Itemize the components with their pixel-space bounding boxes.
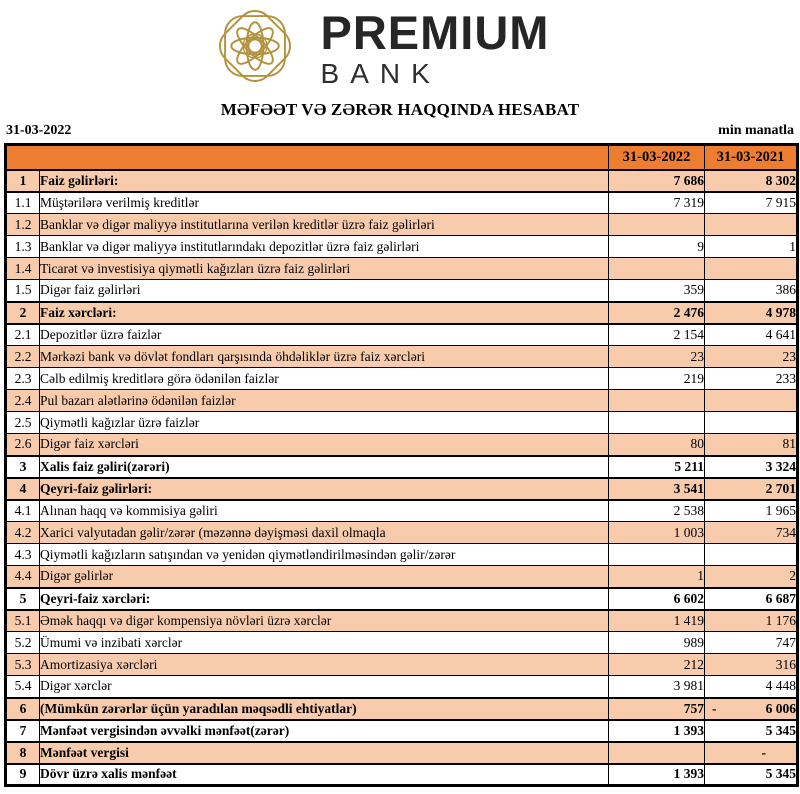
table-row bbox=[6, 698, 798, 720]
report-date: 31-03-2022 bbox=[6, 123, 72, 138]
row-number: 2.2 bbox=[6, 346, 40, 368]
row-label: Amortizasiya xərcləri bbox=[40, 654, 609, 676]
row-number: 6 bbox=[6, 698, 40, 720]
value-2021: 386 bbox=[705, 280, 798, 302]
value-2022: 23 bbox=[609, 346, 705, 368]
value-2022: 1 419 bbox=[609, 610, 705, 632]
value-2021: 2 701 bbox=[705, 478, 798, 500]
value-2021 bbox=[705, 390, 798, 412]
value-2022: 3 981 bbox=[609, 676, 705, 698]
value-2022: 1 bbox=[609, 566, 705, 588]
value-2021 bbox=[705, 544, 798, 566]
value-2022: 7 686 bbox=[609, 170, 705, 192]
table-body bbox=[6, 170, 798, 786]
value-2022 bbox=[609, 742, 705, 764]
row-number: 2.4 bbox=[6, 390, 40, 412]
row-label: Dövr üzrə xalis mənfəət bbox=[40, 764, 609, 786]
row-label: Qeyri-faiz xərcləri: bbox=[40, 588, 609, 610]
row-number: 2.5 bbox=[6, 412, 40, 434]
row-number: 1 bbox=[6, 170, 40, 192]
value-2022: 212 bbox=[609, 654, 705, 676]
row-label: Mənfəət vergisi bbox=[40, 742, 609, 764]
table-row bbox=[6, 588, 798, 610]
value-2022 bbox=[609, 412, 705, 434]
row-label: Banklar və digər maliyyə institutlarındakı depozitlər üzrə faiz gəlirləri bbox=[40, 236, 609, 258]
row-number: 5 bbox=[6, 588, 40, 610]
value-2021: 4 978 bbox=[705, 302, 798, 324]
value-2022: 6 602 bbox=[609, 588, 705, 610]
value-2021: 5 345 bbox=[705, 720, 798, 742]
table-row bbox=[6, 478, 798, 500]
table-row bbox=[6, 214, 798, 236]
table-row bbox=[6, 610, 798, 632]
value-2022 bbox=[609, 544, 705, 566]
brand-header bbox=[0, 2, 776, 94]
pl-table bbox=[4, 143, 799, 787]
table-row bbox=[6, 346, 798, 368]
row-label: Banklar və digər maliyyə institutlarına verilən kreditlər üzrə faiz gəlirləri bbox=[40, 214, 609, 236]
value-2022: 1 393 bbox=[609, 720, 705, 742]
row-number: 5.2 bbox=[6, 632, 40, 654]
table-row bbox=[6, 192, 798, 214]
row-label: Mərkəzi bank və dövlət fondları qarşısında öhdəliklər üzrə faiz xərcləri bbox=[40, 346, 609, 368]
row-number: 2.3 bbox=[6, 368, 40, 390]
row-label: Alınan haqq və kommisiya gəliri bbox=[40, 500, 609, 522]
value-2021: 4 448 bbox=[705, 676, 798, 698]
value-2022: 3 541 bbox=[609, 478, 705, 500]
row-number: 4.3 bbox=[6, 544, 40, 566]
ornamental-knot-icon bbox=[211, 2, 299, 95]
value-2021: 3 324 bbox=[705, 456, 798, 478]
value-2021: 747 bbox=[705, 632, 798, 654]
value-2022: 9 bbox=[609, 236, 705, 258]
row-label: Ümumi və inzibati xərclər bbox=[40, 632, 609, 654]
value-2022 bbox=[609, 390, 705, 412]
meta-row bbox=[6, 123, 794, 139]
row-number: 9 bbox=[6, 764, 40, 786]
value-2021: - bbox=[705, 742, 798, 764]
brand-name: PREMIUM bbox=[320, 5, 550, 59]
row-number: 1.1 bbox=[6, 192, 40, 214]
value-2022: 989 bbox=[609, 632, 705, 654]
row-label: Xarici valyutadan gəlir/zərər (məzənnə dəyişməsi daxil olmaqla bbox=[40, 522, 609, 544]
value-2022: 2 154 bbox=[609, 324, 705, 346]
row-number: 4.1 bbox=[6, 500, 40, 522]
row-label: Mənfəət vergisindən əvvəlki mənfəət(zərər) bbox=[40, 720, 609, 742]
value-2022: 219 bbox=[609, 368, 705, 390]
table-row bbox=[6, 280, 798, 302]
row-number: 7 bbox=[6, 720, 40, 742]
row-number: 2.6 bbox=[6, 434, 40, 456]
row-number: 4.2 bbox=[6, 522, 40, 544]
table-row bbox=[6, 456, 798, 478]
row-label: Qiymətli kağızlar üzrə faizlər bbox=[40, 412, 609, 434]
row-label: Pul bazarı alətlərinə ödənilən faizlər bbox=[40, 390, 609, 412]
value-2021: 5 345 bbox=[705, 764, 798, 786]
row-label: Faiz xərcləri: bbox=[40, 302, 609, 324]
row-number: 2.1 bbox=[6, 324, 40, 346]
value-2022: 1 393 bbox=[609, 764, 705, 786]
value-2022: 2 476 bbox=[609, 302, 705, 324]
page-title: MƏFƏƏT VƏ ZƏRƏR HAQQINDA HESABAT bbox=[220, 100, 580, 119]
value-2021: 23 bbox=[705, 346, 798, 368]
row-label: (Mümkün zərərlər üçün yaradılan məqsədli ehtiyatlar) bbox=[40, 698, 609, 720]
row-number: 5.4 bbox=[6, 676, 40, 698]
value-2021: 233 bbox=[705, 368, 798, 390]
row-label: Digər gəlirlər bbox=[40, 566, 609, 588]
row-number: 1.3 bbox=[6, 236, 40, 258]
unit-label: min manatla bbox=[718, 123, 794, 138]
row-label: Xalis faiz gəliri(zərəri) bbox=[40, 456, 609, 478]
table-row bbox=[6, 500, 798, 522]
value-2022: 5 211 bbox=[609, 456, 705, 478]
table-row bbox=[6, 434, 798, 456]
row-label: Digər xərclər bbox=[40, 676, 609, 698]
row-number: 5.1 bbox=[6, 610, 40, 632]
row-label: Depozitlər üzrə faizlər bbox=[40, 324, 609, 346]
report-page bbox=[0, 2, 800, 787]
table-row bbox=[6, 742, 798, 764]
table-row bbox=[6, 302, 798, 324]
value-2022 bbox=[609, 258, 705, 280]
row-number: 1.5 bbox=[6, 280, 40, 302]
row-label: Əmək haqqı və digər kompensiya növləri üzrə xərclər bbox=[40, 610, 609, 632]
table-row bbox=[6, 764, 798, 786]
table-row bbox=[6, 412, 798, 434]
table-row bbox=[6, 390, 798, 412]
value-2021: - 6 006 bbox=[705, 698, 798, 720]
value-2021: 8 302 bbox=[705, 170, 798, 192]
row-label: Digər faiz xərcləri bbox=[40, 434, 609, 456]
value-2021 bbox=[705, 258, 798, 280]
table-row bbox=[6, 544, 798, 566]
value-2021 bbox=[705, 412, 798, 434]
value-2021: 1 965 bbox=[705, 500, 798, 522]
value-2021: 316 bbox=[705, 654, 798, 676]
table-row bbox=[6, 258, 798, 280]
value-2021: 81 bbox=[705, 434, 798, 456]
row-number: 4.4 bbox=[6, 566, 40, 588]
table-row bbox=[6, 654, 798, 676]
row-label: Qiymətli kağızların satışından və yenidən qiymətləndirilməsindən gəlir/zərər bbox=[40, 544, 609, 566]
value-2022 bbox=[609, 214, 705, 236]
value-2021: 2 bbox=[705, 566, 798, 588]
value-2021: 7 915 bbox=[705, 192, 798, 214]
table-row bbox=[6, 632, 798, 654]
value-2022: 757 bbox=[609, 698, 705, 720]
value-2022: 1 003 bbox=[609, 522, 705, 544]
negative-sign: - bbox=[712, 700, 717, 716]
value-2021: 4 641 bbox=[705, 324, 798, 346]
brand-subname: BANK bbox=[320, 57, 441, 89]
row-label: Faiz gəlirləri: bbox=[40, 170, 609, 192]
table-row bbox=[6, 368, 798, 390]
row-number: 4 bbox=[6, 478, 40, 500]
row-label: Ticarət və investisiya qiymətli kağızları üzrə faiz gəlirləri bbox=[40, 258, 609, 280]
row-number: 3 bbox=[6, 456, 40, 478]
row-label: Müştərilərə verilmiş kreditlər bbox=[40, 192, 609, 214]
header-col-2022: 31-03-2022 bbox=[609, 145, 705, 170]
header-empty-cell bbox=[6, 145, 609, 170]
row-number: 8 bbox=[6, 742, 40, 764]
value-2021: 734 bbox=[705, 522, 798, 544]
row-number: 1.4 bbox=[6, 258, 40, 280]
table-row bbox=[6, 676, 798, 698]
value-2022: 80 bbox=[609, 434, 705, 456]
value-2022: 2 538 bbox=[609, 500, 705, 522]
row-number: 5.3 bbox=[6, 654, 40, 676]
row-number: 2 bbox=[6, 302, 40, 324]
row-label: Digər faiz gəlirləri bbox=[40, 280, 609, 302]
table-row bbox=[6, 720, 798, 742]
row-number: 1.2 bbox=[6, 214, 40, 236]
table-row bbox=[6, 566, 798, 588]
table-row bbox=[6, 324, 798, 346]
value-2021: 1 bbox=[705, 236, 798, 258]
row-label: Cəlb edilmiş kreditlərə görə ödənilən faizlər bbox=[40, 368, 609, 390]
value-2022: 359 bbox=[609, 280, 705, 302]
brand-wordmark bbox=[320, 5, 550, 89]
table-row bbox=[6, 522, 798, 544]
value-2021: 6 687 bbox=[705, 588, 798, 610]
value-2021: 1 176 bbox=[705, 610, 798, 632]
header-col-2021: 31-03-2021 bbox=[705, 145, 798, 170]
row-label: Qeyri-faiz gəlirləri: bbox=[40, 478, 609, 500]
table-row bbox=[6, 236, 798, 258]
value-2022: 7 319 bbox=[609, 192, 705, 214]
table-header-row bbox=[6, 145, 798, 170]
table-row bbox=[6, 170, 798, 192]
value-2021 bbox=[705, 214, 798, 236]
